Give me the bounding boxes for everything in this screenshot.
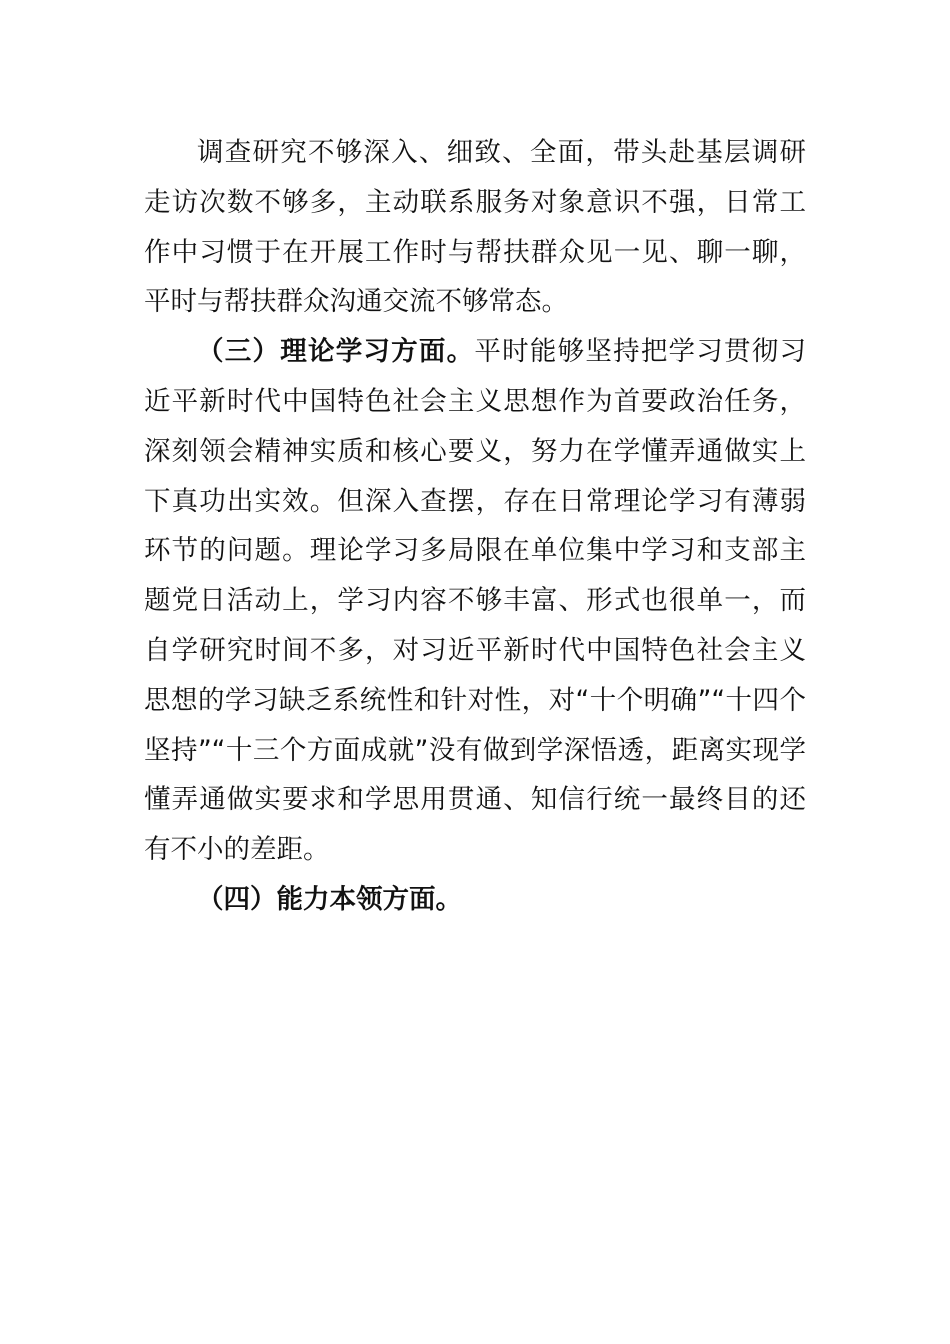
document-body [144,128,806,925]
paragraph-theory-study-text: 平时能够坚持把学习贯彻习近平新时代中国特色社会主义思想作为首要政治任务，深刻领会精神实质和核心要义，努力在学懂弄通做实上下真功出实效。但深入查摆，存在日常理论学习有薄弱环节的问题。理论学习多局限在单位集中学习和支部主题党日活动上，学习内容不够丰富、形式也很单一，而自学研究时间不多，对习近平新时代中国特色社会主义思想的学习缺乏系统性和针对性，对“十个明确”“十四个坚持”“十三个方面成就”没有做到学深悟透，距离实现学懂弄通做实要求和学思用贯通、知信行统一最终目的还有不小的差距。 [144,336,807,866]
paragraph-ability [144,875,806,925]
paragraph-theory-study [144,327,806,875]
section-heading-ability: （四）能力本领方面。 [197,883,462,915]
paragraph-research [144,128,806,327]
section-heading-theory-study: （三）理论学习方面。 [197,336,475,368]
paragraph-research-text: 调查研究不够深入、细致、全面，带头赴基层调研走访次数不够多，主动联系服务对象意识不强，日常工作中习惯于在开展工作时与帮扶群众见一见、聊一聊，平时与帮扶群众沟通交流不够常态。 [144,137,806,318]
